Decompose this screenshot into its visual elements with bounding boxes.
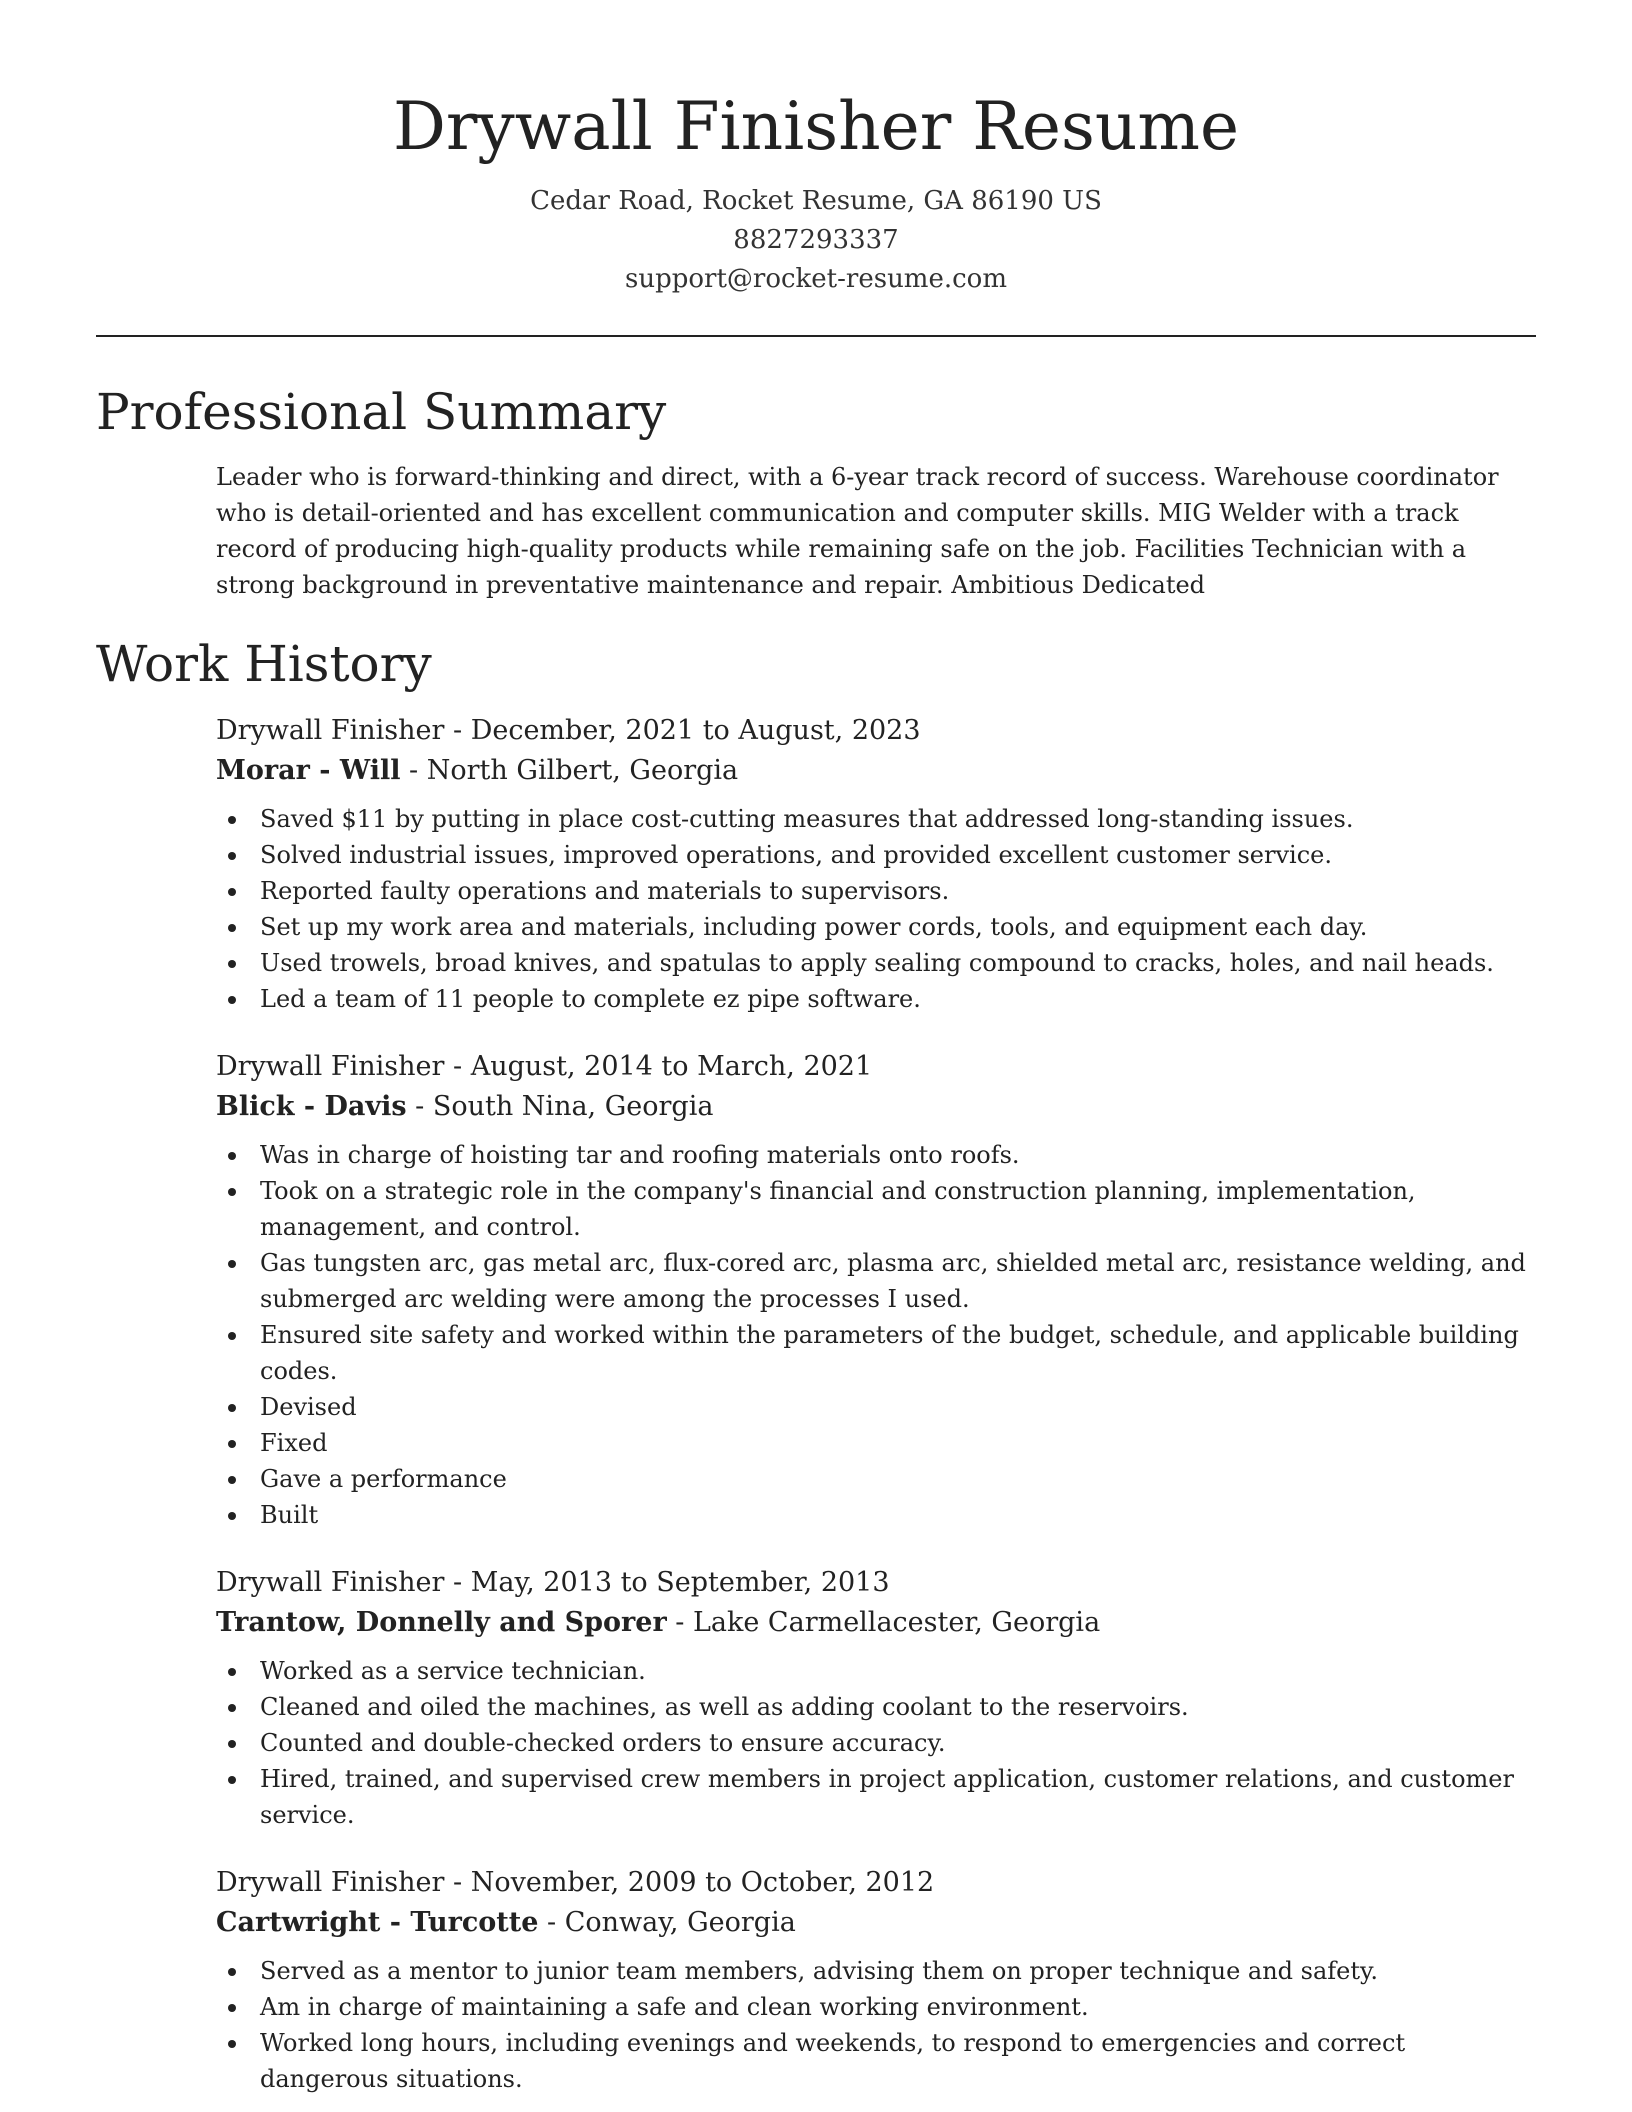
- bullet-dot-icon: [228, 996, 236, 1004]
- bullet-item: [216, 1497, 1536, 1533]
- job-company: Trantow, Donnelly and Sporer: [216, 1607, 667, 1638]
- bullet-item: [216, 801, 1536, 837]
- bullet-item: [216, 837, 1536, 873]
- bullet-item: [216, 1317, 1536, 1389]
- job-location: South Nina, Georgia: [432, 1091, 714, 1122]
- job-entry: [216, 711, 1536, 1017]
- contact-address: Cedar Road, Rocket Resume, GA 86190 US: [530, 186, 1102, 216]
- job-bullets: [216, 1137, 1536, 1533]
- bullet-item: [216, 2025, 1536, 2097]
- bullet-dot-icon: [228, 816, 236, 824]
- job-company-line: Trantow, Donnelly and Sporer - Lake Carmellacester, Georgia: [216, 1607, 1101, 1638]
- bullet-item: [216, 1425, 1536, 1461]
- bullet-text: Reported faulty operations and materials to supervisors.: [260, 877, 950, 905]
- bullet-dot-icon: [228, 2004, 236, 2012]
- bullet-item: [216, 1989, 1536, 2025]
- bullet-text: Was in charge of hoisting tar and roofing materials onto roofs.: [260, 1141, 1020, 1169]
- resume-title: Drywall Finisher Resume: [392, 88, 1240, 165]
- bullet-text: Used trowels, broad knives, and spatulas to apply sealing compound to cracks, holes, and nail heads.: [260, 949, 1494, 977]
- bullet-dot-icon: [228, 1740, 236, 1748]
- bullet-text: Fixed: [260, 1429, 328, 1457]
- bullet-dot-icon: [228, 924, 236, 932]
- bullet-text: Am in charge of maintaining a safe and clean working environment.: [260, 1993, 1089, 2021]
- contact-block: [96, 182, 1536, 299]
- bullet-item: [216, 1725, 1536, 1761]
- job-title-line: Drywall Finisher - November, 2009 to October, 2012: [216, 1867, 935, 1898]
- bullet-dot-icon: [228, 1152, 236, 1160]
- bullet-text: Took on a strategic role in the company's financial and construction planning, implementation, management, and control.: [260, 1177, 1416, 1241]
- bullet-dot-icon: [228, 1404, 236, 1412]
- job-entry: [216, 1863, 1536, 2097]
- job-bullets: [216, 801, 1536, 1017]
- job-dates: August, 2014 to March, 2021: [470, 1051, 873, 1082]
- job-company: Cartwright - Turcotte: [216, 1907, 539, 1938]
- bullet-text: Solved industrial issues, improved operations, and provided excellent customer service.: [260, 841, 1332, 869]
- job-company-line: Cartwright - Turcotte - Conway, Georgia: [216, 1907, 796, 1938]
- job-company: Morar - Will: [216, 755, 401, 786]
- bullet-item: [216, 1461, 1536, 1497]
- bullet-text: Counted and double-checked orders to ensure accuracy.: [260, 1729, 946, 1757]
- bullet-dot-icon: [228, 1512, 236, 1520]
- job-entry: [216, 1563, 1536, 1833]
- bullet-item: [216, 1653, 1536, 1689]
- job-title-line: Drywall Finisher - December, 2021 to August, 2023: [216, 715, 921, 746]
- job-title-line: Drywall Finisher - August, 2014 to March, 2021: [216, 1051, 873, 1082]
- job-bullets: [216, 1953, 1536, 2097]
- job-company: Blick - Davis: [216, 1091, 407, 1122]
- bullet-text: Set up my work area and materials, including power cords, tools, and equipment each day.: [260, 913, 1368, 941]
- bullet-dot-icon: [228, 2040, 236, 2048]
- summary-text: Leader who is forward-thinking and direct, with a 6-year track record of success. Warehouse coordinator who is detail-oriented and has excellent communication and computer skills. MIG Welder with a track record of producing high-quality products while remaining safe on the job. Facilities Technician with a strong background in preventative maintenance and repair. Ambitious Dedicated: [216, 463, 1499, 599]
- bullet-text: Led a team of 11 people to complete ez pipe software.: [260, 985, 921, 1013]
- bullet-item: [216, 909, 1536, 945]
- bullet-dot-icon: [228, 1260, 236, 1268]
- job-dates: May, 2013 to September, 2013: [470, 1567, 890, 1598]
- job-location: Lake Carmellacester, Georgia: [692, 1607, 1101, 1638]
- job-title-line: Drywall Finisher - May, 2013 to September, 2013: [216, 1567, 890, 1598]
- bullet-dot-icon: [228, 1440, 236, 1448]
- job-role: Drywall Finisher: [216, 1051, 445, 1082]
- bullet-dot-icon: [228, 1704, 236, 1712]
- job-bullets: [216, 1653, 1536, 1833]
- bullet-dot-icon: [228, 888, 236, 896]
- job-role: Drywall Finisher: [216, 1867, 445, 1898]
- bullet-text: Gas tungsten arc, gas metal arc, flux-cored arc, plasma arc, shielded metal arc, resistance welding, and submerged arc welding were among the processes I used.: [260, 1249, 1526, 1313]
- bullet-text: Hired, trained, and supervised crew members in project application, customer relations, and customer service.: [260, 1765, 1514, 1829]
- bullet-item: [216, 1173, 1536, 1245]
- bullet-text: Built: [260, 1501, 319, 1529]
- bullet-dot-icon: [228, 1188, 236, 1196]
- bullet-text: Saved $11 by putting in place cost-cutting measures that addressed long-standing issues.: [260, 805, 1354, 833]
- bullet-item: [216, 873, 1536, 909]
- summary-heading: Professional Summary: [96, 383, 667, 441]
- job-role: Drywall Finisher: [216, 1567, 445, 1598]
- contact-email: support@rocket-resume.com: [624, 264, 1007, 294]
- bullet-dot-icon: [228, 960, 236, 968]
- bullet-item: [216, 1245, 1536, 1317]
- bullet-dot-icon: [228, 1476, 236, 1484]
- bullet-item: [216, 1689, 1536, 1725]
- bullet-dot-icon: [228, 1968, 236, 1976]
- job-dates: December, 2021 to August, 2023: [470, 715, 921, 746]
- bullet-text: Worked as a service technician.: [260, 1657, 646, 1685]
- bullet-text: Cleaned and oiled the machines, as well as adding coolant to the reservoirs.: [260, 1693, 1189, 1721]
- job-company-line: Blick - Davis - South Nina, Georgia: [216, 1091, 714, 1122]
- contact-phone: 8827293337: [733, 225, 899, 255]
- bullet-text: Ensured site safety and worked within the parameters of the budget, schedule, and applicable building codes.: [260, 1321, 1519, 1385]
- header-divider: [96, 335, 1536, 337]
- bullet-dot-icon: [228, 852, 236, 860]
- work-history-heading: Work History: [96, 635, 432, 693]
- resume-header: [96, 0, 1536, 299]
- job-location: Conway, Georgia: [564, 1907, 796, 1938]
- bullet-item: [216, 1761, 1536, 1833]
- bullet-item: [216, 981, 1536, 1017]
- bullet-item: [216, 1389, 1536, 1425]
- bullet-item: [216, 945, 1536, 981]
- bullet-text: Devised: [260, 1393, 357, 1421]
- bullet-dot-icon: [228, 1776, 236, 1784]
- bullet-dot-icon: [228, 1332, 236, 1340]
- job-entry: [216, 1047, 1536, 1533]
- bullet-dot-icon: [228, 1668, 236, 1676]
- job-location: North Gilbert, Georgia: [426, 755, 739, 786]
- job-company-line: Morar - Will - North Gilbert, Georgia: [216, 755, 739, 786]
- bullet-item: [216, 1137, 1536, 1173]
- job-role: Drywall Finisher: [216, 715, 445, 746]
- bullet-item: [216, 1953, 1536, 1989]
- bullet-text: Served as a mentor to junior team members, advising them on proper technique and safety.: [260, 1957, 1379, 1985]
- bullet-text: Gave a performance: [260, 1465, 507, 1493]
- job-dates: November, 2009 to October, 2012: [470, 1867, 935, 1898]
- bullet-text: Worked long hours, including evenings and weekends, to respond to emergencies and correct dangerous situations.: [260, 2029, 1406, 2093]
